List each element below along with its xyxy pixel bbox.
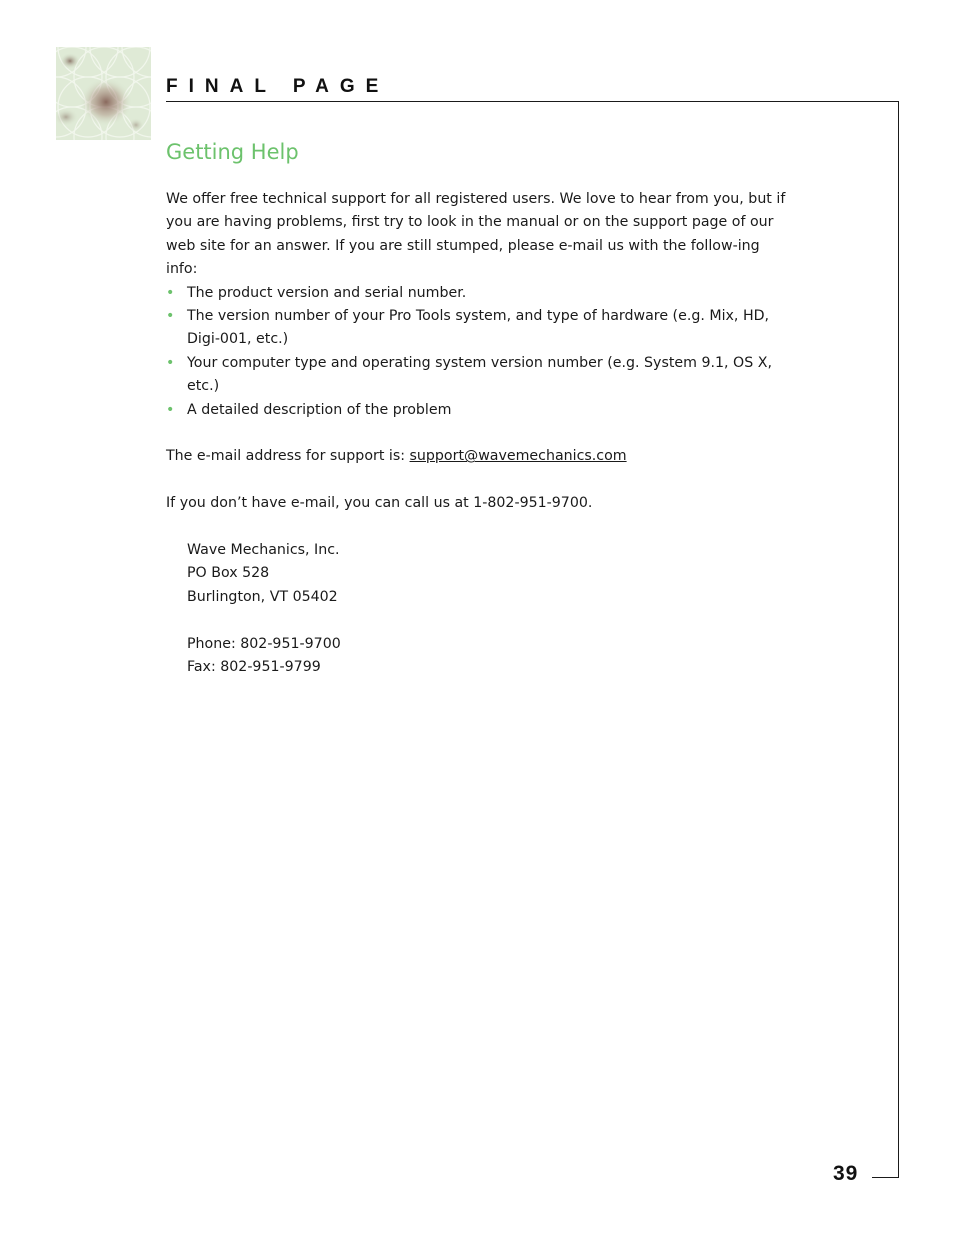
header-rule	[166, 101, 899, 102]
footer-rule	[872, 1177, 899, 1178]
main-content	[166, 136, 791, 679]
list-item-text: Your computer type and operating system version number (e.g. System 9.1, OS X, etc.)	[187, 354, 772, 395]
page-number: 39	[833, 1162, 859, 1185]
page-title: Getting Help	[166, 140, 299, 164]
info-list	[166, 282, 791, 422]
email-prefix: The e-mail address for support is:	[166, 448, 410, 465]
mailing-address	[166, 539, 791, 609]
intro-paragraph: We offer free technical support for all registered users. We love to hear from you, but if you are having problems, first try to look in the manual or on the support page of our web site for an answer. If you are still stumped, please e-mail us with the follow-ing info:	[166, 191, 786, 278]
list-item	[166, 305, 791, 352]
bullet-icon: •	[166, 354, 175, 371]
support-email-link[interactable]: support@wavemechanics.com	[409, 448, 627, 465]
fax-number: Fax: 802-951-9799	[187, 659, 321, 676]
company-name: Wave Mechanics, Inc.	[187, 542, 340, 559]
list-item-text: The product version and serial number.	[187, 284, 467, 301]
right-margin-rule	[898, 101, 899, 1178]
email-paragraph	[166, 445, 791, 468]
spacer	[166, 609, 791, 632]
list-item	[166, 352, 791, 399]
bullet-icon: •	[166, 401, 175, 418]
phone-number: Phone: 802-951-9700	[187, 635, 341, 652]
phone-paragraph: If you don’t have e-mail, you can call us at 1-802-951-9700.	[166, 495, 593, 512]
list-item-text: The version number of your Pro Tools system, and type of hardware (e.g. Mix, HD, Digi-001, etc.)	[187, 308, 770, 348]
spacer	[166, 422, 791, 445]
contact-numbers	[166, 633, 791, 680]
po-box: PO Box 528	[187, 565, 270, 582]
section-header: FINAL PAGE	[166, 76, 390, 97]
corner-decorative-image	[56, 47, 151, 140]
spacer	[166, 469, 791, 492]
list-item-text: A detailed description of the problem	[187, 401, 452, 418]
city-state-zip: Burlington, VT 05402	[187, 588, 338, 605]
list-item	[166, 282, 791, 305]
bullet-icon: •	[166, 308, 175, 325]
list-item	[166, 399, 791, 422]
spacer	[166, 516, 791, 539]
bullet-icon: •	[166, 284, 175, 301]
